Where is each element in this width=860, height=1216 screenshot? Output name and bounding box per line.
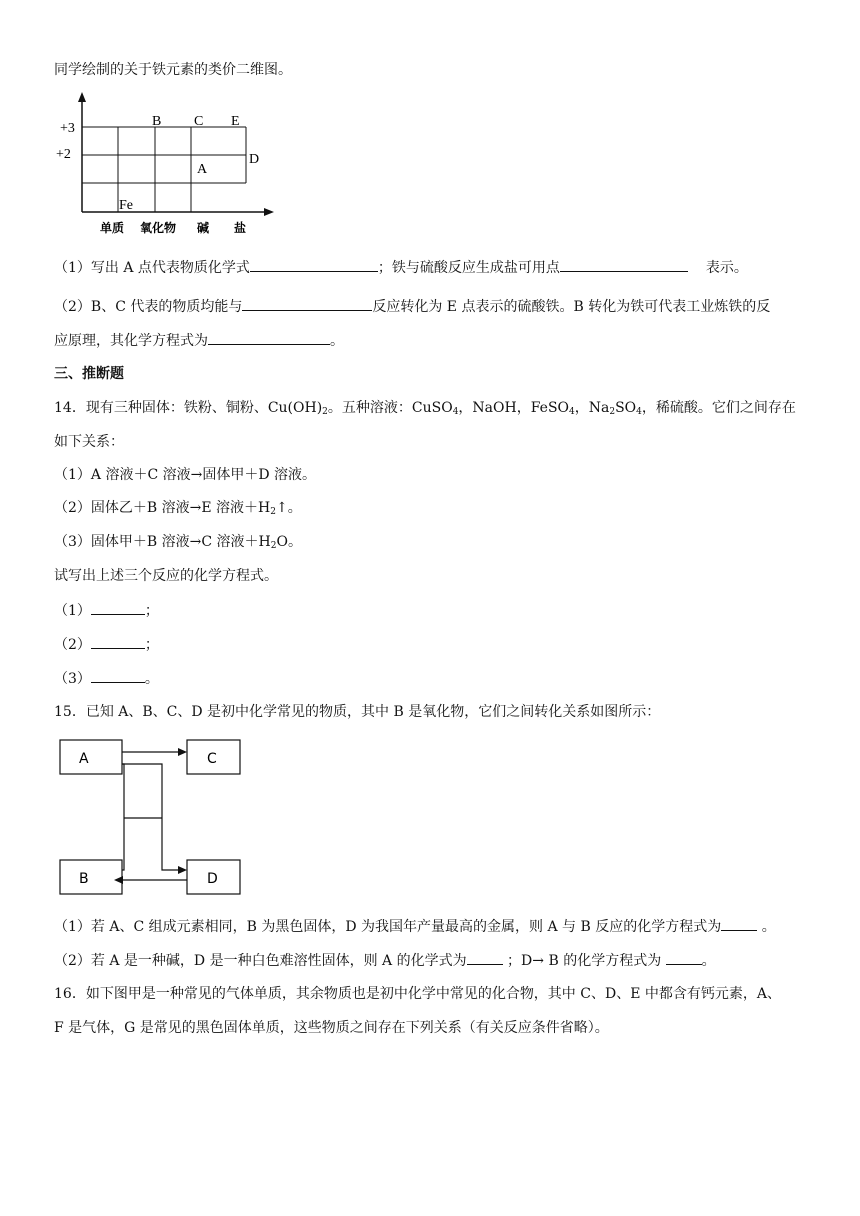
box-b: [60, 860, 122, 894]
point-e: E: [231, 114, 240, 129]
q14-line1: 14．现有三种固体：铁粉、铜粉、$Cu(OH)_2$。五种溶液：CuSO$_4$，NaOH，FeSO$_4$，$Na_2SO_4$，稀硫酸。它们之间存在: [54, 400, 796, 417]
y-tick-plus3: +3: [60, 121, 75, 136]
box-a-label: A: [79, 751, 89, 767]
point-a: A: [197, 162, 208, 177]
q15-intro: 15．已知 A、B、C、D 是初中化学常见的物质，其中 B 是氧化物，它们之间转化关系如图所示：: [54, 704, 661, 720]
q15-part2: （2）若 A 是一种碱，D 是一种白色难溶性固体，则 A 的化学式为 ；D→ B 的化学方程式为 。: [54, 950, 716, 971]
box-a: [60, 740, 122, 774]
box-b-label: B: [79, 871, 89, 887]
q14-ask: 试写出上述三个反应的化学方程式。: [54, 568, 278, 584]
q14-answer2: （2） ；: [54, 634, 159, 655]
x-label-elemental: 单质: [100, 221, 125, 235]
q14-answer3: （3） 。: [54, 668, 159, 689]
q16-line1: 16．如下图甲是一种常见的气体单质，其余物质也是初中化学中常见的化合物，其中 C、D、E 中都含有钙元素，A、: [54, 986, 781, 1002]
q16-line2: F 是气体，G 是常见的黑色固体单质，这些物质之间存在下列关系（有关反应条件省略）。: [54, 1020, 609, 1036]
q15-flow-diagram: [54, 732, 254, 902]
x-label-oxide: 氧化物: [140, 221, 177, 235]
q14-relation1: （1）A 溶液＋C 溶液→固体甲＋D 溶液。: [54, 467, 317, 483]
q14-relation3: （3）固体甲＋B 溶液→C 溶液$+H_2O$。: [54, 534, 302, 551]
q15-part1: （1）若 A、C 组成元素相同，B 为黑色固体，D 为我国年产量最高的金属，则 A 与 B 反应的化学方程式为 。: [54, 916, 776, 937]
q14-relation2: （2）固体乙＋B 溶液→E 溶液$+H_2↑$。: [54, 500, 302, 517]
point-fe: Fe: [119, 198, 133, 213]
box-d-label: D: [207, 871, 218, 887]
q13-part1: （1）写出 A 点代表物质化学式 ；铁与硫酸反应生成盐可用点 表示。: [54, 257, 748, 278]
q14-answer1: （1） ；: [54, 600, 159, 621]
intro-text: 同学绘制的关于铁元素的类价二维图。: [54, 62, 292, 78]
q13-part2-line2: 应原理，其化学方程式为 。: [54, 330, 344, 351]
q14-line2: 如下关系：: [54, 434, 124, 450]
point-d: D: [249, 152, 260, 167]
x-label-base: 碱: [197, 221, 210, 235]
x-label-salt: 盐: [234, 221, 247, 235]
y-tick-plus2: +2: [56, 147, 71, 162]
box-c-label: C: [207, 751, 217, 767]
q13-part2-line1: （2）B、C 代表的物质均能与 反应转化为 E 点表示的硫酸铁。B 转化为铁可代表工业炼铁的反: [54, 296, 770, 317]
valence-chart: [54, 90, 284, 240]
point-b: B: [152, 114, 162, 129]
section-heading: 三、推断题: [54, 366, 124, 382]
point-c: C: [194, 114, 204, 129]
